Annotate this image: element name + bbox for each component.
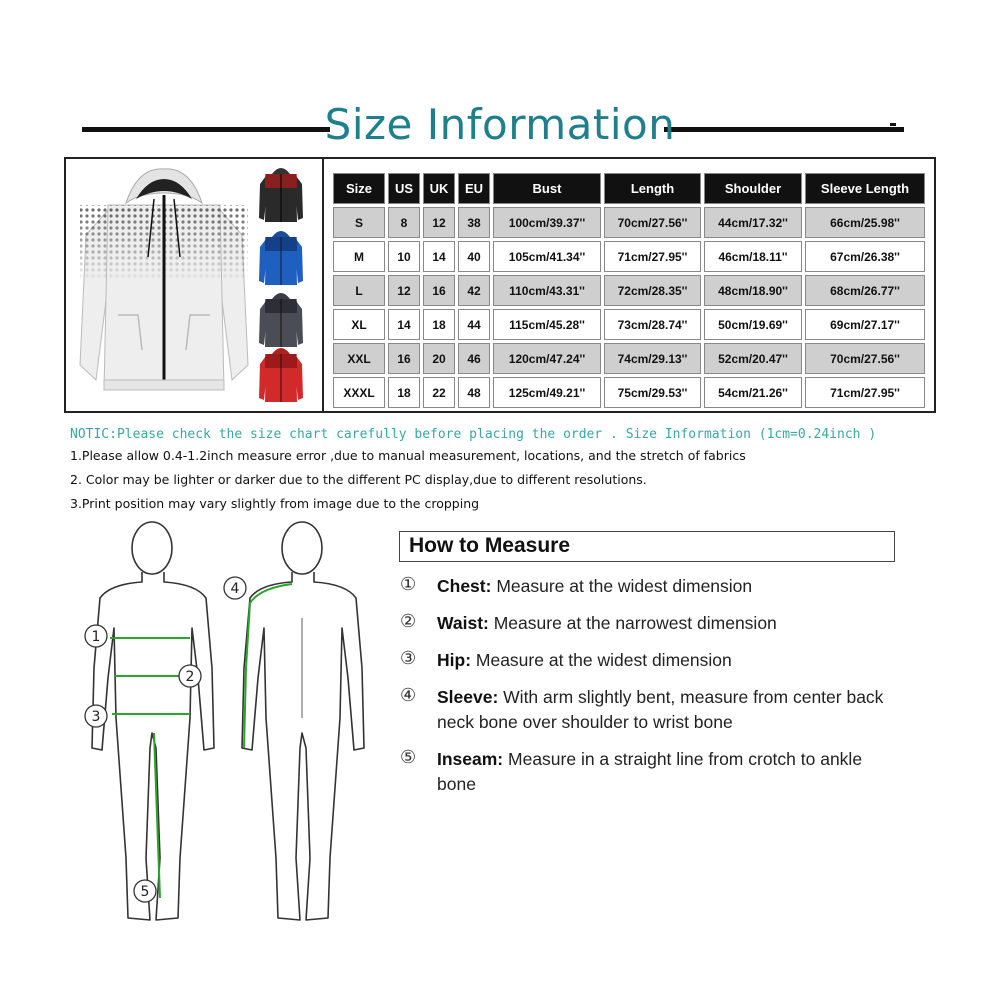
table-cell: 74cm/29.13'' <box>604 343 701 374</box>
hoodie-thumb-black <box>258 164 304 226</box>
measure-item-inseam <box>437 747 887 797</box>
table-cell: XXXL <box>333 377 385 408</box>
hoodie-thumb-blue <box>258 227 304 289</box>
header-eu: EU <box>458 173 490 204</box>
header-length: Length <box>604 173 701 204</box>
hoodie-thumb-gray <box>258 289 304 351</box>
table-cell: 38 <box>458 207 490 238</box>
measure-label: Inseam: <box>437 749 504 769</box>
header-uk: UK <box>423 173 455 204</box>
table-cell: XXL <box>333 343 385 374</box>
measure-num-3: ③ <box>400 648 417 669</box>
measure-num-2: ② <box>400 611 417 632</box>
size-table-header-row <box>333 173 925 204</box>
measure-item-sleeve <box>437 685 907 735</box>
table-cell: 44 <box>458 309 490 340</box>
table-row <box>333 241 925 272</box>
table-cell: 46cm/18.11'' <box>704 241 802 272</box>
marker-2: 2 <box>185 669 195 685</box>
marker-1: 1 <box>91 629 101 645</box>
measure-desc: Measure at the narrowest dimension <box>488 613 777 633</box>
marker-3: 3 <box>91 709 101 725</box>
measure-item-hip <box>437 648 917 673</box>
table-cell: 69cm/27.17'' <box>805 309 925 340</box>
hoodie-thumb-red <box>258 344 304 406</box>
measure-desc: With arm slightly bent, measure from center back neck bone over shoulder to wrist bone <box>437 687 884 732</box>
table-cell: 115cm/45.28'' <box>493 309 601 340</box>
measure-label: Waist: <box>437 613 489 633</box>
table-cell: 71cm/27.95'' <box>604 241 701 272</box>
table-cell: 100cm/39.37'' <box>493 207 601 238</box>
table-cell: 120cm/47.24'' <box>493 343 601 374</box>
table-row <box>333 309 925 340</box>
marker-4: 4 <box>230 581 240 597</box>
table-cell: 18 <box>423 309 455 340</box>
table-cell: 70cm/27.56'' <box>805 343 925 374</box>
measure-label: Sleeve: <box>437 687 499 707</box>
table-cell: 72cm/28.35'' <box>604 275 701 306</box>
measure-desc: Measure in a straight line from crotch to ankle bone <box>437 749 863 794</box>
header-shoulder: Shoulder <box>704 173 802 204</box>
table-cell: S <box>333 207 385 238</box>
measure-num-4: ④ <box>400 685 417 706</box>
measure-label: Chest: <box>437 576 492 596</box>
table-cell: 42 <box>458 275 490 306</box>
header-bust: Bust <box>493 173 601 204</box>
table-cell: 16 <box>388 343 420 374</box>
table-cell: 48cm/18.90'' <box>704 275 802 306</box>
marker-5: 5 <box>140 884 150 900</box>
measure-desc: Measure at the widest dimension <box>491 576 753 596</box>
table-row <box>333 207 925 238</box>
table-cell: 125cm/49.21'' <box>493 377 601 408</box>
table-cell: 70cm/27.56'' <box>604 207 701 238</box>
size-table <box>330 170 928 411</box>
table-cell: L <box>333 275 385 306</box>
table-cell: 50cm/19.69'' <box>704 309 802 340</box>
header-us: US <box>388 173 420 204</box>
table-cell: 20 <box>423 343 455 374</box>
header-size: Size <box>333 173 385 204</box>
measure-desc: Measure at the widest dimension <box>471 650 732 670</box>
table-cell: 66cm/25.98'' <box>805 207 925 238</box>
table-row <box>333 377 925 408</box>
page-title: Size Information <box>324 100 676 149</box>
measure-label: Hip: <box>437 650 472 670</box>
table-row <box>333 343 925 374</box>
table-cell: 52cm/20.47'' <box>704 343 802 374</box>
how-to-measure-title: How to Measure <box>409 534 571 557</box>
table-cell: 16 <box>423 275 455 306</box>
table-cell: 105cm/41.34'' <box>493 241 601 272</box>
table-cell: 12 <box>388 275 420 306</box>
table-cell: 110cm/43.31'' <box>493 275 601 306</box>
table-cell: 44cm/17.32'' <box>704 207 802 238</box>
table-cell: 46 <box>458 343 490 374</box>
table-cell: 12 <box>423 207 455 238</box>
table-cell: 48 <box>458 377 490 408</box>
measure-item-chest <box>437 574 917 599</box>
hoodie-main-image <box>78 165 250 405</box>
table-cell: 14 <box>388 309 420 340</box>
note-3: 3.Print position may vary slightly from image due to the cropping <box>70 496 480 511</box>
table-cell: 68cm/26.77'' <box>805 275 925 306</box>
table-row <box>333 275 925 306</box>
table-cell: 14 <box>423 241 455 272</box>
measure-item-waist <box>437 611 917 636</box>
table-cell: 75cm/29.53'' <box>604 377 701 408</box>
body-measure-figures <box>70 518 390 938</box>
table-cell: 67cm/26.38'' <box>805 241 925 272</box>
measure-num-1: ① <box>400 574 417 595</box>
table-cell: 8 <box>388 207 420 238</box>
table-cell: 54cm/21.26'' <box>704 377 802 408</box>
notice-text: NOTIC:Please check the size chart carefully before placing the order . Size Information (1cm=0.24inch ) <box>70 427 877 442</box>
header-sleeve-length: Sleeve Length <box>805 173 925 204</box>
table-cell: 73cm/28.74'' <box>604 309 701 340</box>
table-cell: M <box>333 241 385 272</box>
note-1: 1.Please allow 0.4-1.2inch measure error ,due to manual measurement, locations, and the stretch of fabrics <box>70 448 746 463</box>
table-cell: 40 <box>458 241 490 272</box>
size-chart-divider <box>322 157 324 413</box>
table-cell: 10 <box>388 241 420 272</box>
table-cell: 71cm/27.95'' <box>805 377 925 408</box>
table-cell: XL <box>333 309 385 340</box>
measure-num-5: ⑤ <box>400 747 417 768</box>
note-2: 2. Color may be lighter or darker due to the different PC display,due to different resolutions. <box>70 472 647 487</box>
table-cell: 18 <box>388 377 420 408</box>
table-cell: 22 <box>423 377 455 408</box>
